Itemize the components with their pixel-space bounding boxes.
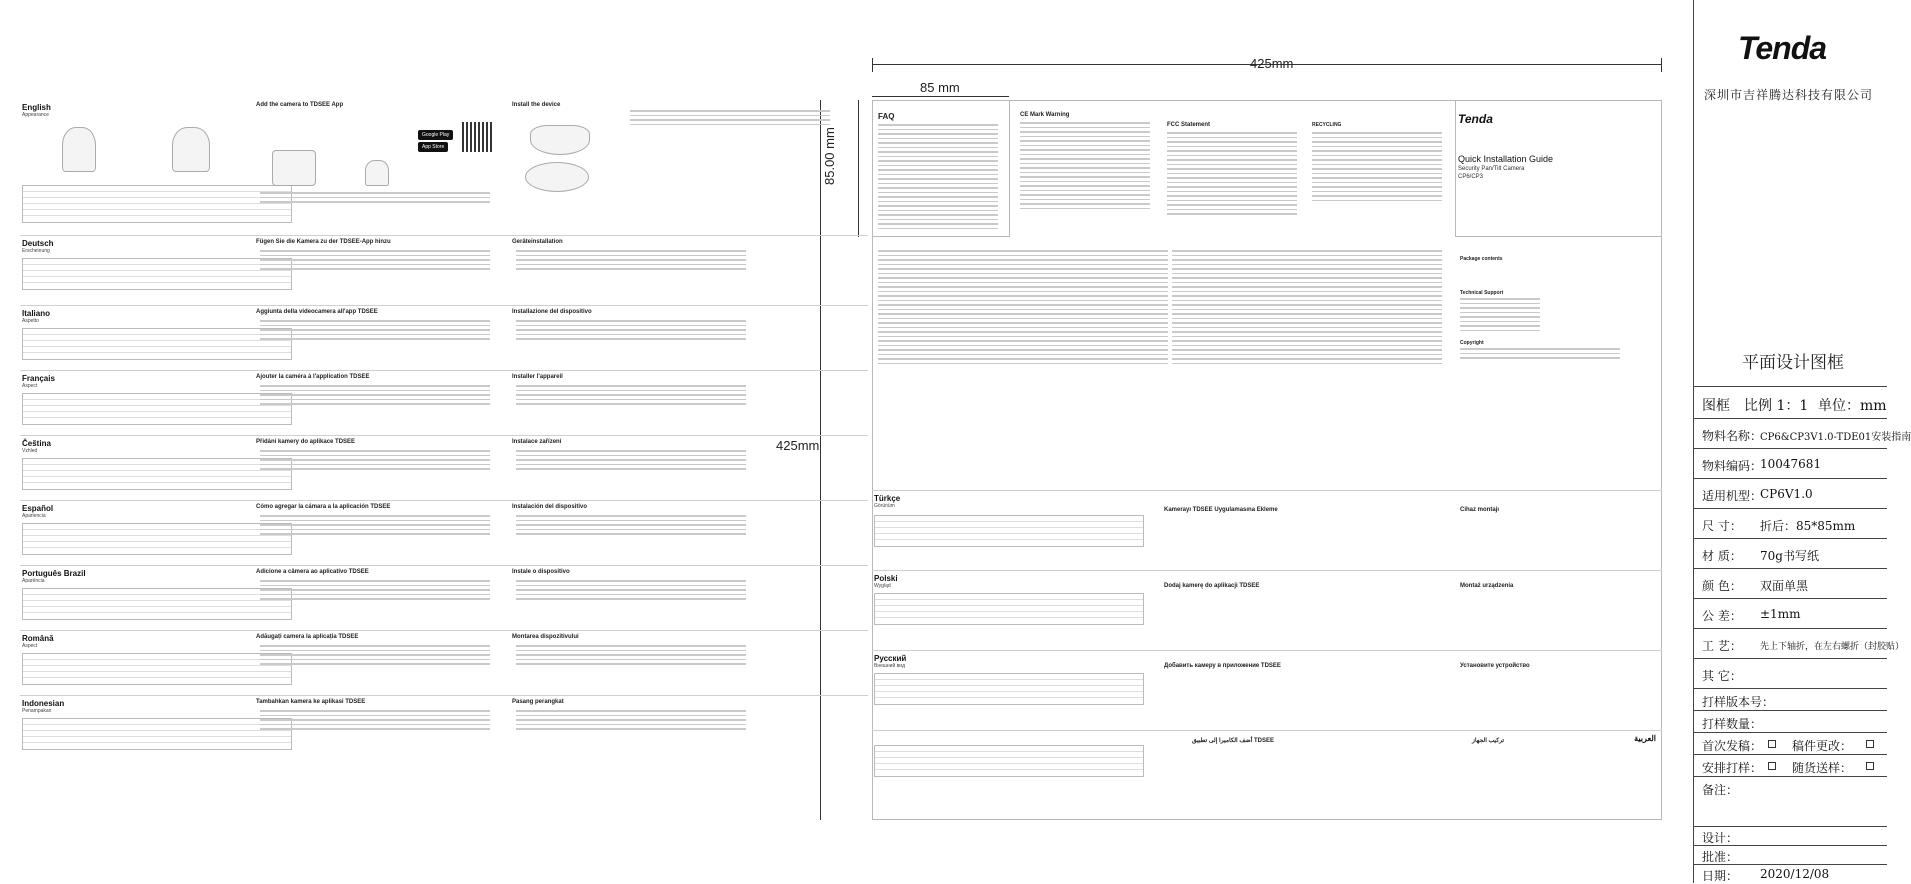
faq-heading: FAQ [878, 112, 895, 121]
section-portugues [20, 565, 868, 630]
arrange-sample-label: 安排打样： [1702, 761, 1763, 775]
section-espanol [20, 500, 868, 565]
ceiling-mount-illustration [530, 125, 590, 155]
date-value: 2020/12/08 [1760, 867, 1830, 881]
print-version-label: 打样版本号： [1702, 695, 1775, 709]
print-qty-label: 打样数量： [1702, 717, 1763, 731]
add-camera-heading: Dodaj kamerę do aplikacji TDSEE [1164, 583, 1260, 589]
designer-label: 设计： [1702, 831, 1739, 845]
section-subtitle: Penampakan [22, 708, 52, 714]
section-francais [20, 370, 868, 435]
install-device-heading: Geräteinstallation [512, 239, 563, 245]
section-turkce [872, 490, 1662, 570]
section-title: Polski [874, 574, 898, 583]
section-subtitle: Görünüm [874, 503, 895, 509]
section-title: Português Brazil [22, 569, 86, 578]
guide-subtitle: Security Pan/Tilt Camera [1458, 166, 1525, 172]
manual-sheet-left [20, 100, 868, 820]
section-subtitle: Aspect [22, 383, 38, 389]
section-subtitle: Erscheinung [22, 248, 50, 254]
draft-change-checkbox[interactable] [1866, 740, 1874, 748]
section-russian [872, 650, 1662, 730]
section-deutsch [20, 235, 868, 305]
material-code-label: 物料编码： [1702, 459, 1763, 473]
drawing-title: 平面设计图框 [1742, 353, 1844, 373]
arrange-sample-checkbox[interactable] [1768, 762, 1776, 770]
frame-label: 图框 [1702, 398, 1730, 414]
install-device-heading: Cihaz montajı [1460, 507, 1500, 513]
section-subtitle: Appearance [22, 112, 49, 118]
section-title: Français [22, 374, 55, 383]
add-camera-heading: Ajouter la caméra à l'application TDSEE [256, 374, 370, 380]
cover-brand-logo: Tenda [1458, 112, 1493, 126]
add-camera-heading: Cómo agregar la cámara a la aplicación TDSEE [256, 504, 391, 510]
install-device-heading: Установите устройство [1460, 663, 1530, 669]
process-value: 先上下轴折，在左右螺折（封胶贴） [1760, 642, 1905, 652]
section-subtitle: Aspetto [22, 318, 39, 324]
add-camera-heading: Adicione a câmera ao aplicativo TDSEE [256, 569, 369, 575]
panel-width-line [872, 96, 1009, 97]
manual-sheet-right [872, 100, 1662, 820]
guide-model: CP6/CP3 [1458, 174, 1484, 180]
install-device-heading: تركيب الجهاز [1472, 738, 1505, 744]
add-camera-heading: Добавить камеру в приложение TDSEE [1164, 663, 1281, 669]
material-name-label: 物料名称： [1702, 429, 1763, 443]
process-label: 工 艺： [1702, 639, 1742, 653]
install-device-heading: Pasang perangkat [512, 699, 564, 705]
approver-label: 批准： [1702, 850, 1739, 864]
device-appearance-illustration [22, 122, 292, 182]
install-device-heading: Installer l'appareil [512, 374, 563, 380]
app-store-badge: App Store [418, 142, 448, 152]
scale-label: 比例 1：1 [1744, 398, 1809, 414]
add-camera-heading: Add the camera to TDSEE App [256, 102, 344, 108]
section-romana [20, 630, 868, 695]
install-device-heading: Install the device [512, 102, 561, 108]
paper-label: 材 质： [1702, 549, 1742, 563]
color-value: 双面单黑 [1760, 579, 1809, 593]
section-title: Italiano [22, 309, 51, 318]
section-subtitle: Vzhled [22, 448, 38, 454]
first-release-checkbox[interactable] [1768, 740, 1776, 748]
section-title: Čeština [22, 439, 51, 448]
install-device-heading: Installazione del dispositivo [512, 309, 592, 315]
size-label: 尺 寸： [1702, 519, 1742, 533]
add-camera-heading: Adăugați camera la aplicația TDSEE [256, 634, 359, 640]
tech-support-heading: Technical Support [1460, 290, 1504, 296]
tolerance-label: 公 差： [1702, 609, 1742, 623]
section-subtitle: Aparência [22, 578, 45, 584]
fcc-heading: FCC Statement [1167, 122, 1211, 128]
section-title: Русский [874, 654, 907, 663]
color-label: 颜 色： [1702, 579, 1742, 593]
section-english [20, 100, 868, 235]
date-label: 日期： [1702, 869, 1739, 883]
guide-title: Quick Installation Guide [1458, 154, 1554, 164]
section-indonesian [20, 695, 868, 765]
material-code-value: 10047681 [1760, 457, 1822, 471]
tenda-logo: Tenda [1738, 30, 1827, 66]
size-value: 折后：85*85mm [1760, 519, 1856, 533]
wall-mount-illustration [525, 162, 589, 192]
section-title: Indonesian [22, 699, 65, 708]
section-subtitle: Внешний вид [874, 663, 905, 669]
top-dimension-tick-left [872, 58, 873, 72]
camera-small-illustration [365, 160, 389, 186]
section-title: Română [22, 634, 54, 643]
install-device-heading: Instale o dispositivo [512, 569, 570, 575]
recycling-heading: RECYCLING [1312, 122, 1342, 128]
section-subtitle: Aspect [22, 643, 38, 649]
add-camera-heading: Přidání kamery do aplikace TDSEE [256, 439, 356, 445]
draft-change-label: 稿件更改： [1792, 739, 1853, 753]
package-contents-heading: Package contents [1460, 256, 1503, 262]
ship-sample-label: 随货送样： [1792, 761, 1853, 775]
add-camera-heading: Tambahkan kamera ke aplikasi TDSEE [256, 699, 366, 705]
ce-heading: CE Mark Warning [1020, 112, 1070, 118]
ship-sample-checkbox[interactable] [1866, 762, 1874, 770]
led-table [22, 185, 292, 223]
panel-width-label: 85 mm [920, 80, 960, 95]
paper-value: 70g书写纸 [1760, 549, 1819, 563]
section-title: Deutsch [22, 239, 54, 248]
section-title: العربية [1634, 734, 1656, 743]
section-subtitle: Apariencia [22, 513, 46, 519]
section-subtitle: Wygląd [874, 583, 891, 589]
other-label: 其 它： [1702, 669, 1742, 683]
section-italiano [20, 305, 868, 370]
add-camera-heading: أضف الكاميرا إلى تطبيق TDSEE [1192, 738, 1274, 744]
section-title: Español [22, 504, 54, 513]
panel-height-label: 85.00 mm [822, 127, 837, 185]
model-label: 适用机型： [1702, 489, 1763, 503]
section-cestina [20, 435, 868, 500]
model-value: CP6V1.0 [1760, 487, 1813, 501]
add-camera-heading: Fügen Sie die Kamera zu der TDSEE-App hinzu [256, 239, 391, 245]
section-title: Türkçe [874, 494, 901, 503]
copyright-heading: Copyright [1460, 340, 1484, 346]
company-name: 深圳市吉祥腾达科技有限公司 [1704, 88, 1874, 102]
install-device-heading: Instalación del dispositivo [512, 504, 588, 510]
tolerance-value: ±1mm [1760, 607, 1801, 621]
title-block-panel [1693, 0, 1911, 883]
install-device-heading: Montaż urządzenia [1460, 583, 1514, 589]
add-camera-heading: Aggiunta della videocamera all'app TDSEE [256, 309, 378, 315]
unit-label: 单位：mm [1818, 398, 1887, 414]
qr-code-icon [462, 122, 492, 152]
remarks-label: 备注： [1702, 783, 1739, 797]
top-dimension-tick-right [1661, 58, 1662, 72]
section-title: English [22, 103, 51, 112]
router-illustration [272, 150, 316, 186]
install-device-heading: Montarea dispozitivului [512, 634, 579, 640]
material-name-value: CP6&CP3V1.0-TDE01安装指南 [1760, 432, 1911, 443]
section-arabic [872, 730, 1662, 820]
left-height-label: 425mm [776, 438, 820, 453]
google-play-badge: Google Play [418, 130, 453, 140]
add-camera-heading: Kamerayı TDSEE Uygulamasına Ekleme [1164, 507, 1278, 513]
install-device-heading: Instalace zařízení [512, 439, 562, 445]
first-release-label: 首次发稿： [1702, 739, 1763, 753]
top-width-label: 425mm [1250, 56, 1294, 71]
section-polski [872, 570, 1662, 650]
